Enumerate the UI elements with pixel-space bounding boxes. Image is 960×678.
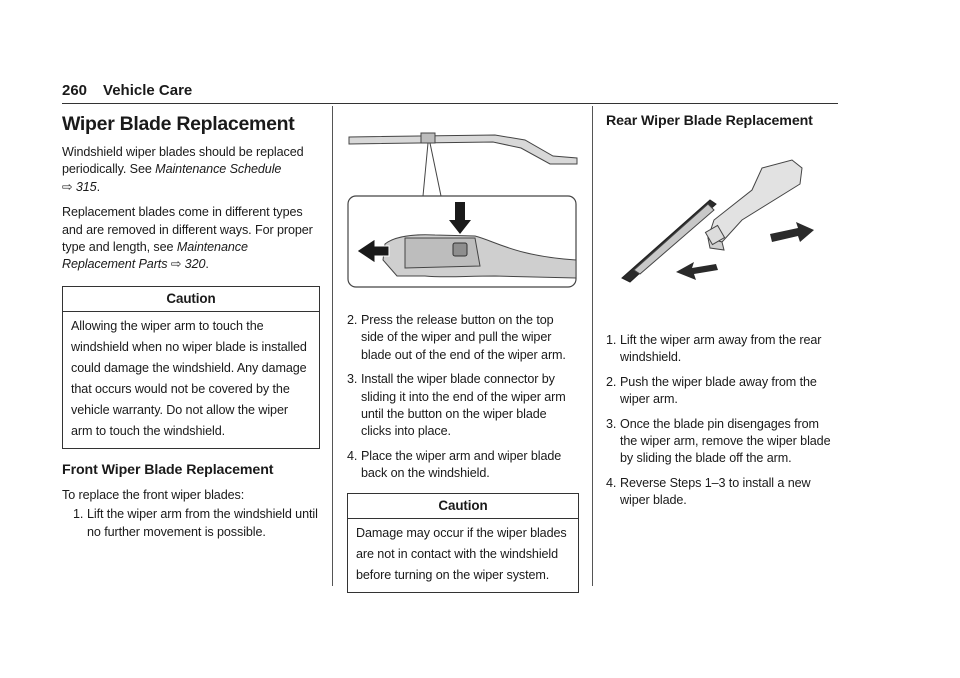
rear-wiper-arm [708,160,802,242]
header-rule [62,103,838,104]
callout-line-left [423,143,428,196]
maintenance-schedule-link[interactable]: Maintenance Schedule [155,162,282,177]
step-text: Place the wiper arm and wiper blade back on the windshield. [361,448,562,481]
list-item [347,371,579,441]
list-item [347,448,579,483]
callout-line-right [430,143,441,196]
front-wiper-illustration [345,126,579,290]
column-3 [606,112,838,130]
column-divider-2 [592,106,593,586]
intro-text: Windshield wiper blades should be replaced periodically. See [62,145,304,177]
list-item [62,506,320,541]
caution-title: Caution [348,494,578,519]
page-ref-arrow-icon: ⇨ [170,257,182,272]
rear-steps-list [606,332,838,510]
maintenance-schedule-page-link[interactable]: 315 [75,179,97,194]
intro-paragraph: Windshield wiper blades should be replaced periodically. See Maintenance Schedule ⇨ 315. [62,145,304,194]
page-title: Wiper Blade Replacement [62,113,295,135]
replacement-paragraph: Replacement blades come in different types and are removed in different ways. For proper type and length, see Maintenance Replacement Parts ⇨ 320. [62,205,313,272]
caution-body: Damage may occur if the wiper blades are not in contact with the windshield before turning on the wiper system. [356,525,567,582]
replacement-text: Replacement blades come in different types and are removed in different ways. For proper type and length, see [62,205,313,255]
step-text: Lift the wiper arm away from the rear windshield. [620,333,822,365]
wiper-arm-top [349,135,577,164]
release-button [453,243,467,256]
step-number: 3. [606,416,617,431]
list-item [606,374,838,409]
caution-box-2 [347,493,579,593]
step-number: 2. [347,313,358,327]
page-number: 260 [62,82,88,99]
step-number: 3. [347,372,358,387]
replacement-parts-page-link[interactable]: 320 [184,257,206,272]
step-text: Once the blade pin disengages from the wiper arm, remove the wiper blade by sliding the blade off the arm. [620,416,831,466]
step-number: 4. [347,448,358,463]
list-item [347,312,579,364]
push-away-arrow-icon [770,222,814,242]
replacement-parts-link[interactable]: Maintenance Replacement Parts [62,240,248,272]
list-item [606,416,838,468]
section-title: Vehicle Care [103,82,193,99]
step-number: 2. [606,374,617,389]
rear-wiper-illustration [612,150,838,290]
caution-body: Allowing the wiper arm to touch the windshield when no wiper blade is installed could damage the windshield. Any damage that occurs would not be covered by the vehicle warranty. Do not allow the wiper arm to touch the windshield. [71,318,307,438]
front-wiper-heading: Front Wiper Blade Replacement [62,461,274,478]
front-steps-list [62,506,320,541]
list-item [606,332,838,367]
caution-box-1 [62,286,320,449]
front-steps-list-continued [347,312,579,483]
step-number: 4. [606,475,617,490]
step-text: Push the wiper blade away from the wiper arm. [620,374,817,407]
step-number: 1. [606,333,617,347]
step-text: Lift the wiper arm from the windshield until no further movement is possible. [87,507,318,539]
column-2 [347,312,579,593]
column-3-steps [606,332,838,517]
rear-wiper-blade-frame [634,204,714,274]
column-divider-1 [332,106,333,586]
caution-title: Caution [63,287,319,312]
page-ref-arrow-icon: ⇨ [62,179,73,194]
list-item [606,475,838,510]
step-number: 1. [73,507,84,522]
step-text: Reverse Steps 1–3 to install a new wiper blade. [620,475,811,508]
connector-detail [405,238,480,268]
step-text: Press the release button on the top side of the wiper and pull the wiper blade out of the end of the wiper arm. [361,313,566,362]
step-text: Install the wiper blade connector by sliding it into the end of the wiper arm until the button on the wiper blade clicks into place. [361,372,566,439]
running-header [62,82,192,99]
front-intro: To replace the front wiper blades: [62,487,245,502]
column-1 [62,112,320,548]
wiper-connector-top [421,133,435,143]
rear-wiper-heading: Rear Wiper Blade Replacement [606,113,813,129]
slide-off-arrow-icon [676,262,718,280]
